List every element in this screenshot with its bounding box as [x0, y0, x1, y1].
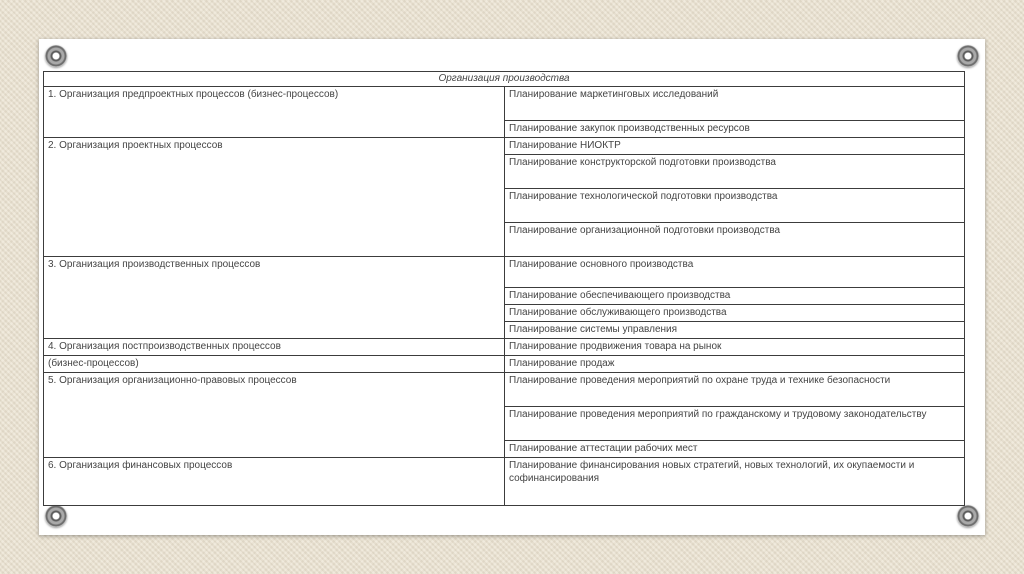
- table-cell-right: Планирование проведения мероприятий по охране труда и технике безопасности: [505, 373, 965, 407]
- table-cell-left: 1. Организация предпроектных процессов (бизнес-процессов): [44, 87, 505, 138]
- table-cell-right: Планирование закупок производственных ресурсов: [505, 121, 965, 138]
- table-cell-left: 4. Организация постпроизводственных процессов: [44, 339, 505, 356]
- rivet-bottom-left-icon: [45, 505, 67, 527]
- table-cell-right: Планирование проведения мероприятий по гражданскому и трудовому законодательству: [505, 407, 965, 441]
- table-cell-right: Планирование технологической подготовки производства: [505, 189, 965, 223]
- table-cell-right: Планирование основного производства: [505, 257, 965, 288]
- table-cell-left: 5. Организация организационно-правовых процессов: [44, 373, 505, 458]
- rivet-top-right-icon: [957, 45, 979, 67]
- table-cell-right: Планирование конструкторской подготовки производства: [505, 155, 965, 189]
- rivet-top-left-icon: [45, 45, 67, 67]
- table-cell-right: Планирование аттестации рабочих мест: [505, 441, 965, 458]
- table-cell-left: 3. Организация производственных процессов: [44, 257, 505, 339]
- table-cell-right: Планирование НИОКТР: [505, 138, 965, 155]
- table-header: Организация производства: [44, 72, 965, 87]
- table-cell-left: 6. Организация финансовых процессов: [44, 458, 505, 506]
- table-cell-left: (бизнес-процессов): [44, 356, 505, 373]
- table-cell-right: Планирование продаж: [505, 356, 965, 373]
- table-cell-left: 2. Организация проектных процессов: [44, 138, 505, 257]
- table-cell-right: Планирование финансирования новых стратегий, новых технологий, их окупаемости и софинансирования: [505, 458, 965, 506]
- production-organization-table: [43, 71, 965, 506]
- table-cell-right: Планирование продвижения товара на рынок: [505, 339, 965, 356]
- table-cell-right: Планирование системы управления: [505, 322, 965, 339]
- table-cell-right: Планирование обслуживающего производства: [505, 305, 965, 322]
- table-cell-right: Планирование обеспечивающего производства: [505, 288, 965, 305]
- table-cell-right: Планирование маркетинговых исследований: [505, 87, 965, 121]
- rivet-bottom-right-icon: [957, 505, 979, 527]
- table-cell-right: Планирование организационной подготовки производства: [505, 223, 965, 257]
